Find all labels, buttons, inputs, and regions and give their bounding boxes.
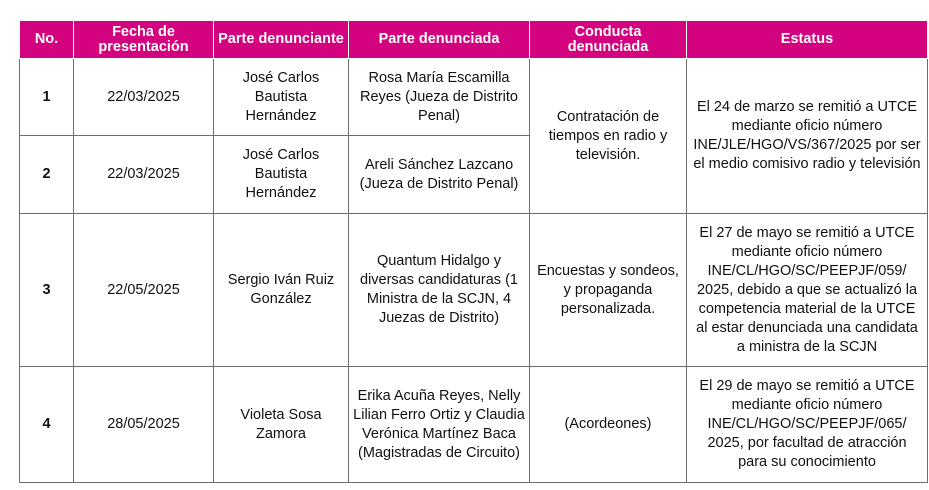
cell-denunciada: Areli Sánchez Lazcano (Jueza de Distrito Penal) (349, 136, 530, 214)
cell-denunciante: José Carlos Bautista Hernández (214, 59, 349, 136)
cell-fecha: 22/03/2025 (74, 136, 214, 214)
header-denunciante: Parte denunciante (214, 21, 349, 59)
table-row (20, 214, 928, 367)
cell-denunciada: Erika Acuña Reyes, Nelly Lilian Ferro Ortiz y Claudia Verónica Martínez Baca (Magistradas de Circuito) (349, 367, 530, 483)
header-denunciada: Parte denunciada (349, 21, 530, 59)
cell-fecha: 22/05/2025 (74, 214, 214, 367)
cell-conducta: Encuestas y sondeos, y propaganda personalizada. (530, 214, 687, 367)
cell-no: 2 (20, 136, 74, 214)
cell-denunciante: José Carlos Bautista Hernández (214, 136, 349, 214)
cell-conducta: Contratación de tiempos en radio y televisión. (530, 59, 687, 214)
header-fecha: Fecha de presentación (74, 21, 214, 59)
cell-fecha: 28/05/2025 (74, 367, 214, 483)
cell-denunciada: Rosa María Escamilla Reyes (Jueza de Distrito Penal) (349, 59, 530, 136)
cell-no: 3 (20, 214, 74, 367)
header-no: No. (20, 21, 74, 59)
cell-fecha: 22/03/2025 (74, 59, 214, 136)
cell-estatus: El 24 de marzo se remitió a UTCE mediante oficio número INE/JLE/HGO/VS/367/2025 por ser el medio comisivo radio y televisión (687, 59, 928, 214)
complaints-table (19, 20, 928, 483)
table-row (20, 59, 928, 136)
cell-denunciante: Sergio Iván Ruiz González (214, 214, 349, 367)
cell-estatus: El 27 de mayo se remitió a UTCE mediante oficio número INE/CL/HGO/SC/PEEPJF/059/ 2025, debido a que se actualizó la competencia material de la UTCE al estar denunciada una candidata a ministra de la SCJN (687, 214, 928, 367)
cell-estatus: El 29 de mayo se remitió a UTCE mediante oficio número INE/CL/HGO/SC/PEEPJF/065/ 2025, por facultad de atracción para su conocimiento (687, 367, 928, 483)
cell-denunciante: Violeta Sosa Zamora (214, 367, 349, 483)
cell-conducta: (Acordeones) (530, 367, 687, 483)
header-conducta: Conducta denunciada (530, 21, 687, 59)
table-header-row (20, 21, 928, 59)
cell-denunciada: Quantum Hidalgo y diversas candidaturas (1 Ministra de la SCJN, 4 Juezas de Distrito) (349, 214, 530, 367)
header-estatus: Estatus (687, 21, 928, 59)
table-row (20, 367, 928, 483)
cell-no: 4 (20, 367, 74, 483)
cell-no: 1 (20, 59, 74, 136)
